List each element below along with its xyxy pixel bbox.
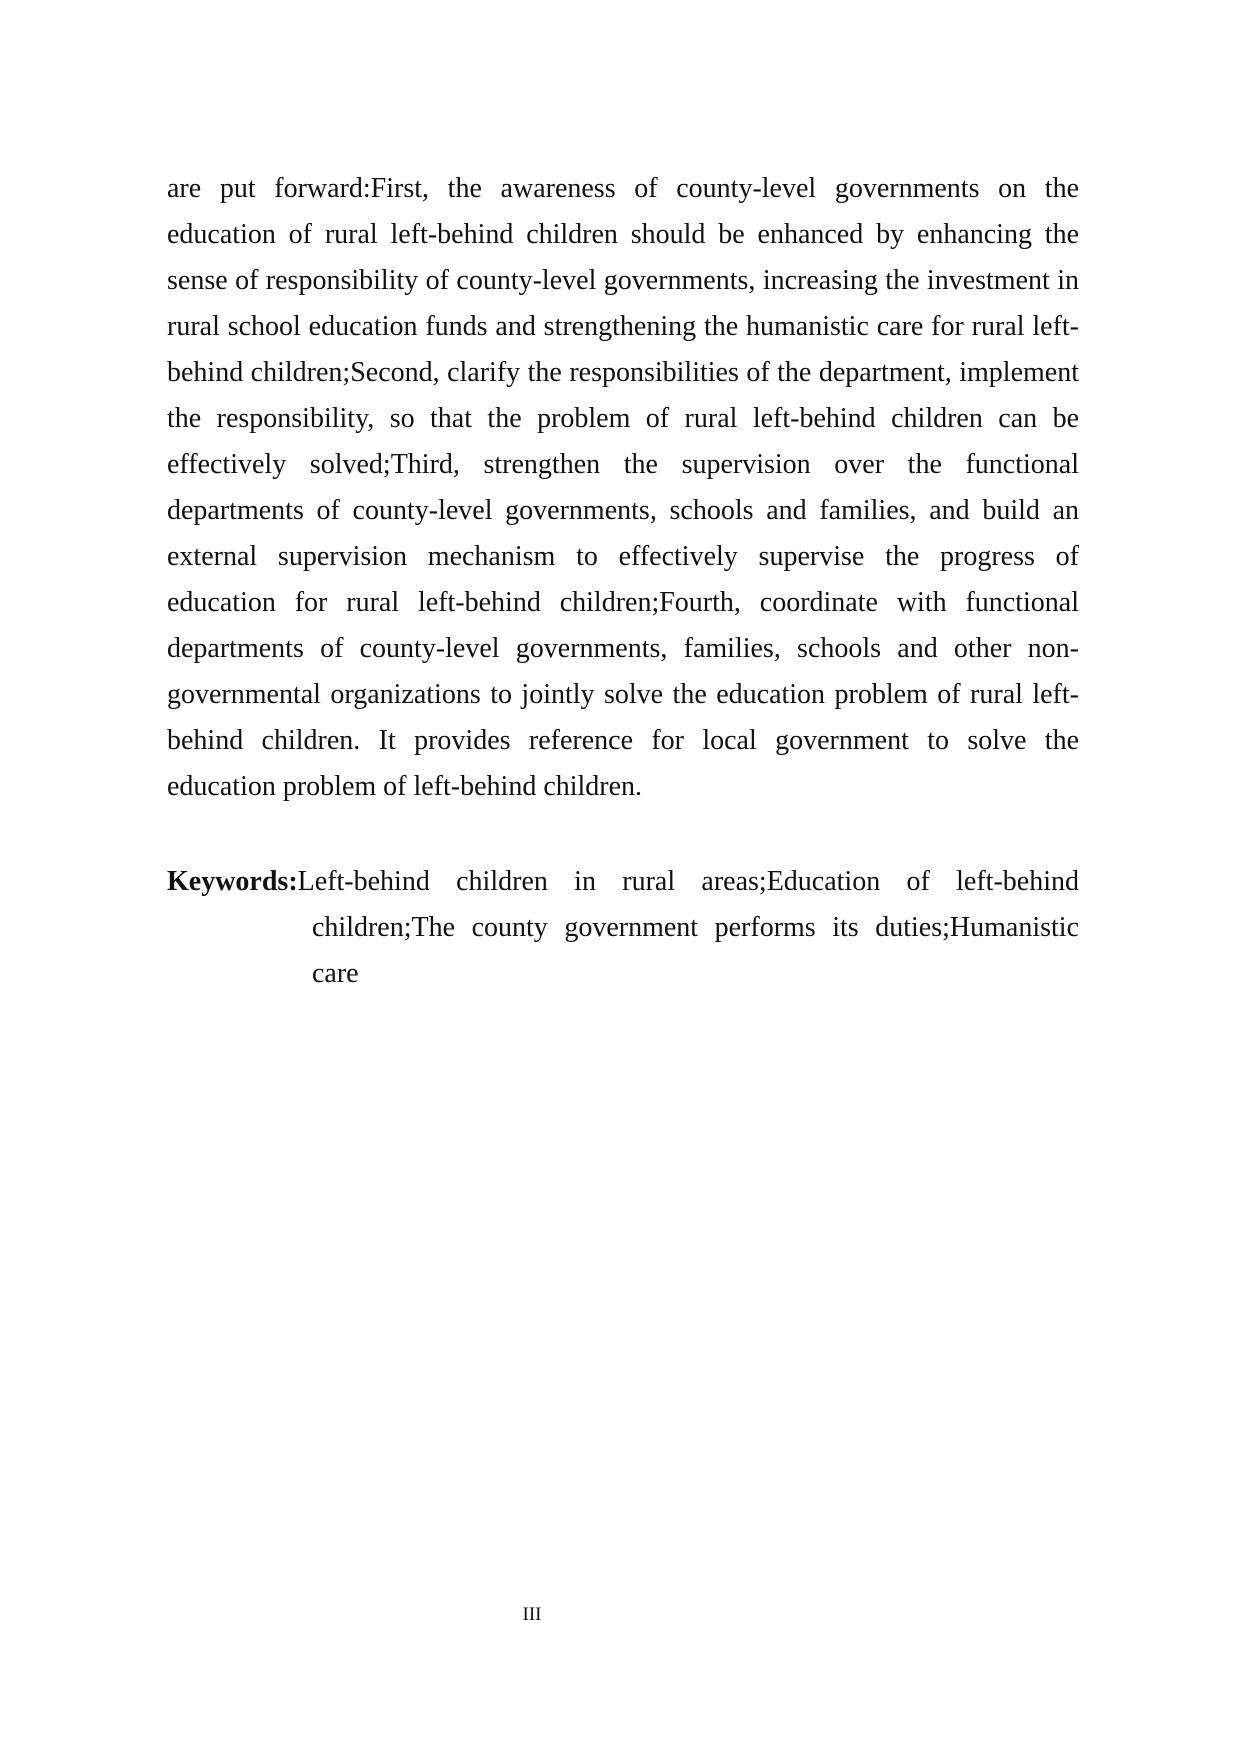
keywords-text: Left-behind children in rural areas;Education of left-behind children;The county government performs its duties;Humanistic care xyxy=(297,866,1079,989)
keywords-label: Keywords: xyxy=(167,866,298,897)
keywords-section xyxy=(167,859,1079,997)
body-paragraph: are put forward:First, the awareness of county-level governments on the education of rural left-behind children should be enhanced by enhancing the sense of responsibility of county-level governments, increasing the investment in rural school education funds and strengthening the humanistic care for rural left-behind children;Second, clarify the responsibilities of the department, implement the responsibility, so that the problem of rural left-behind children can be effectively solved;Third, strengthen the supervision over the functional departments of county-level governments, schools and families, and build an external supervision mechanism to effectively supervise the progress of education for rural left-behind children;Fourth, coordinate with functional departments of county-level governments, families, schools and other non-governmental organizations to jointly solve the education problem of rural left-behind children. It provides reference for local government to solve the education problem of left-behind children. xyxy=(167,173,1079,802)
page-number: III xyxy=(522,1604,542,1625)
